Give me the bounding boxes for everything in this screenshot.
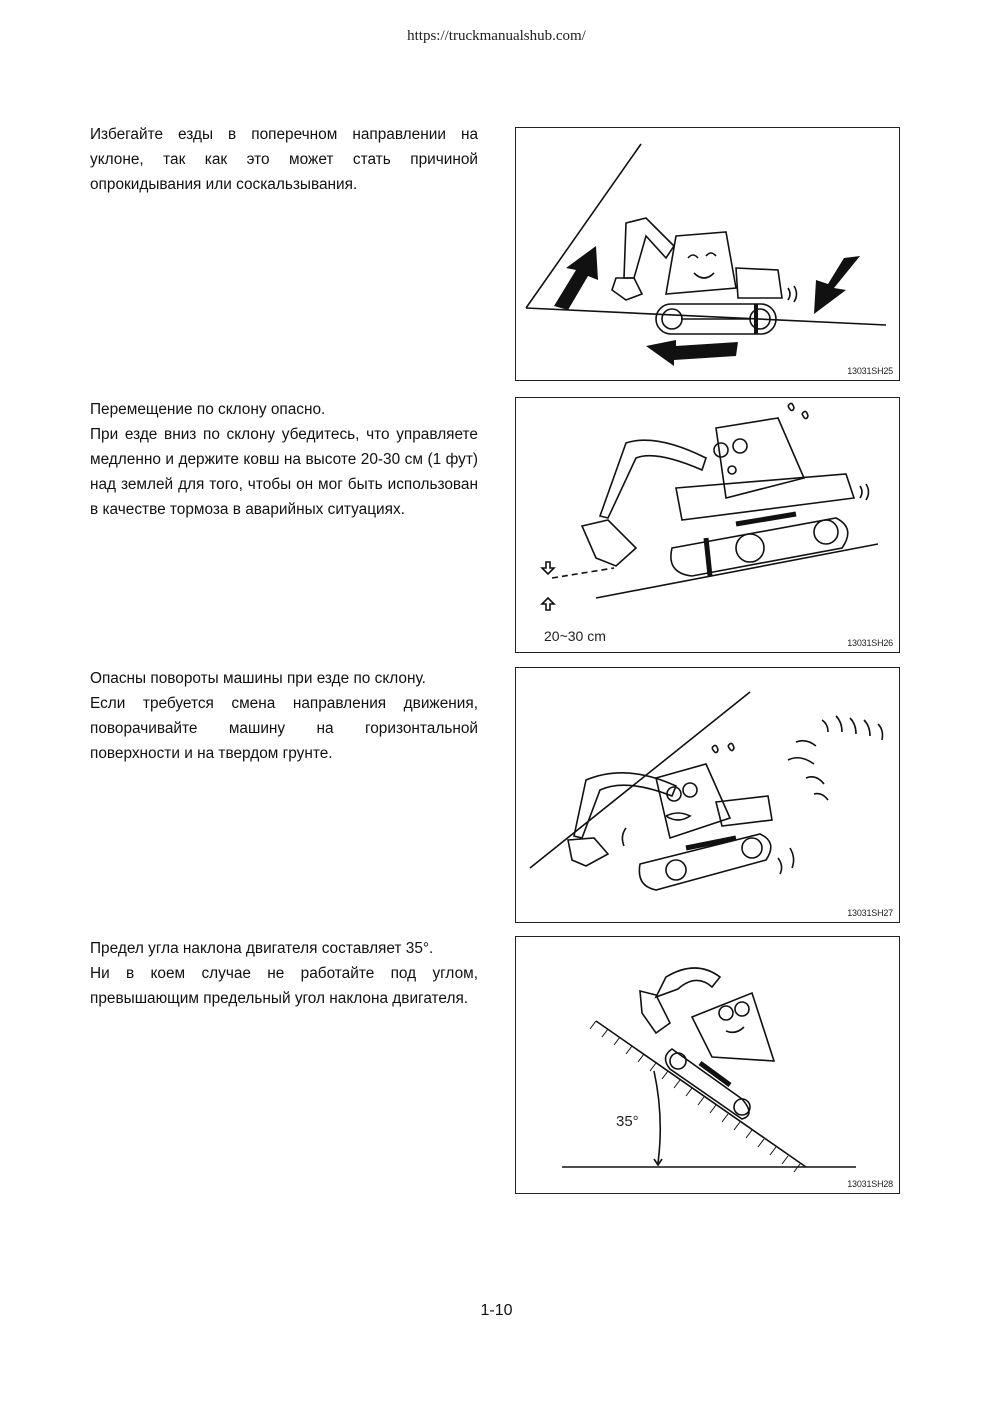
header-url: https://truckmanualshub.com/ <box>407 28 586 44</box>
illustration-excavator-turning <box>516 668 901 924</box>
section-downhill <box>90 397 902 657</box>
section-text <box>90 397 478 522</box>
section-text <box>90 666 478 766</box>
section-cross-slope <box>90 122 902 382</box>
section-text <box>90 936 478 1011</box>
section-engine-angle <box>90 936 902 1196</box>
figure-code: 13031SH27 <box>847 908 893 918</box>
figure-cross-slope <box>515 127 900 381</box>
illustration-excavator-cross-slope <box>516 128 901 382</box>
illustration-excavator-downhill <box>516 398 901 654</box>
paragraph: Если требуется смена направления движения, поворачивайте машину на горизонтальной поверхности и на твердом грунте. <box>90 695 478 762</box>
figure-downhill <box>515 397 900 653</box>
paragraph: При езде вниз по склону убедитесь, что управляете медленно и держите ковш на высоте 20-30 см (1 фут) над землей для того, чтобы он мог быть использован в качестве тормоза в аварийных ситуациях. <box>90 426 478 518</box>
figure-code: 13031SH25 <box>847 366 893 376</box>
paragraph: Предел угла наклона двигателя составляет 35°. <box>90 940 434 957</box>
figure-turning <box>515 667 900 923</box>
paragraph: Опасны повороты машины при езде по склону. <box>90 670 426 687</box>
paragraph: Избегайте езды в поперечном направлении на уклоне, так как это может стать причиной опрокидывания или соскальзывания. <box>90 126 478 193</box>
height-label: 20~30 cm <box>544 628 606 644</box>
figure-code: 13031SH28 <box>847 1179 893 1189</box>
angle-label: 35° <box>616 1113 639 1130</box>
paragraph: Ни в коем случае не работайте под углом, превышающим предельный угол наклона двигателя. <box>90 965 478 1007</box>
figure-engine-angle <box>515 936 900 1194</box>
paragraph: Перемещение по склону опасно. <box>90 401 326 418</box>
page-number: 1-10 <box>480 1302 513 1319</box>
section-turning <box>90 666 902 926</box>
figure-code: 13031SH26 <box>847 638 893 648</box>
section-text <box>90 122 478 197</box>
illustration-excavator-35-degree <box>516 937 901 1195</box>
